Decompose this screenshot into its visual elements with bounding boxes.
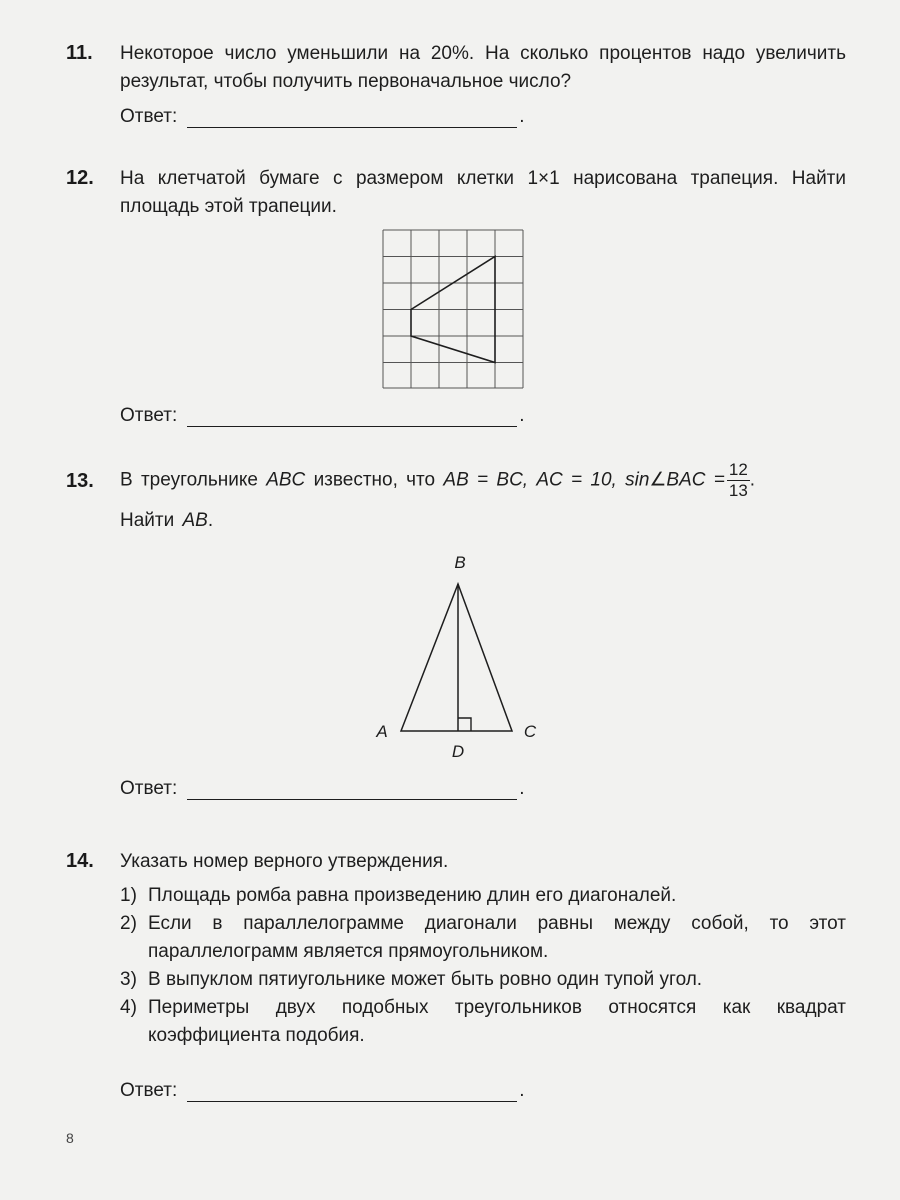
problem-text (120, 460, 846, 535)
sine-fraction (727, 460, 750, 501)
problem-text: На клетчатой бумаге с размером клетки 1×1 нарисована трапеция. Найти площадь этой трапеции. (120, 168, 846, 217)
answer-field (120, 778, 525, 800)
answer-field (120, 106, 525, 128)
label-b: B (454, 553, 466, 572)
condition-ac: AC = 10, (536, 469, 617, 491)
text-known: известно, что (313, 469, 436, 491)
answer-line[interactable] (187, 107, 517, 128)
answer-dot: . (519, 1080, 525, 1101)
text-end: . (749, 469, 756, 491)
option-number: 4) (120, 997, 137, 1018)
answer-line[interactable] (187, 406, 517, 427)
option-text: В выпуклом пятиугольнике может быть ровно один тупой угол. (148, 969, 703, 990)
find-prefix: Найти (120, 510, 175, 531)
answer-dot: . (519, 106, 525, 127)
text-prefix: В треугольнике (120, 469, 258, 491)
option-text: Если в параллелограмме диагонали равны между собой, то этот параллелограмм является прямоугольником. (148, 913, 846, 962)
fraction-numerator: 12 (728, 460, 748, 479)
answer-label: Ответ: (120, 1080, 178, 1101)
options-list (120, 882, 846, 1050)
problem-13 (66, 460, 846, 805)
problem-number: 14. (66, 850, 94, 872)
problem-number: 12. (66, 167, 94, 189)
condition-ab-bc: AB = BC, (443, 469, 529, 491)
problem-12 (66, 165, 846, 435)
fraction-denominator: 13 (728, 481, 748, 500)
problem-11 (66, 40, 846, 140)
answer-line[interactable] (187, 1081, 517, 1102)
find-end: . (207, 510, 214, 531)
option-item (120, 882, 846, 910)
trapezoid-grid-figure (382, 229, 524, 389)
problem-number: 11. (66, 42, 93, 64)
answer-line[interactable] (187, 779, 517, 800)
problem-text: Некоторое число уменьшили на 20%. На сколько процентов надо увеличить результат, чтобы получить первоначальное число? (120, 43, 846, 92)
triangle-figure (370, 550, 550, 765)
answer-field (120, 405, 525, 427)
label-d: D (451, 742, 465, 761)
option-number: 1) (120, 885, 137, 906)
grid-lines (383, 230, 523, 388)
answer-dot: . (519, 778, 525, 799)
find-target: AB (182, 510, 208, 531)
sine-expression: sin∠BAC = (625, 469, 725, 491)
option-text: Площадь ромба равна произведению длин его диагоналей. (148, 885, 677, 906)
answer-field (120, 1080, 525, 1102)
triangle-abc (401, 584, 512, 731)
right-angle-mark (458, 718, 471, 731)
option-item (120, 994, 846, 1050)
option-item (120, 910, 846, 966)
answer-label: Ответ: (120, 106, 178, 127)
find-line (120, 507, 846, 535)
problem-14 (66, 848, 846, 1118)
triangle-name: ABC (266, 469, 306, 491)
option-text: Периметры двух подобных треугольников относятся как квадрат коэффициента подобия. (148, 997, 846, 1046)
label-c: C (523, 722, 537, 741)
answer-label: Ответ: (120, 778, 178, 799)
option-item (120, 966, 846, 994)
option-number: 3) (120, 969, 137, 990)
problem-number: 13. (66, 470, 94, 492)
answer-label: Ответ: (120, 405, 178, 426)
option-number: 2) (120, 913, 137, 934)
problem-text: Указать номер верного утверждения. (120, 851, 449, 872)
answer-dot: . (519, 405, 525, 426)
page-number: 8 (66, 1130, 74, 1146)
label-a: A (376, 722, 388, 741)
